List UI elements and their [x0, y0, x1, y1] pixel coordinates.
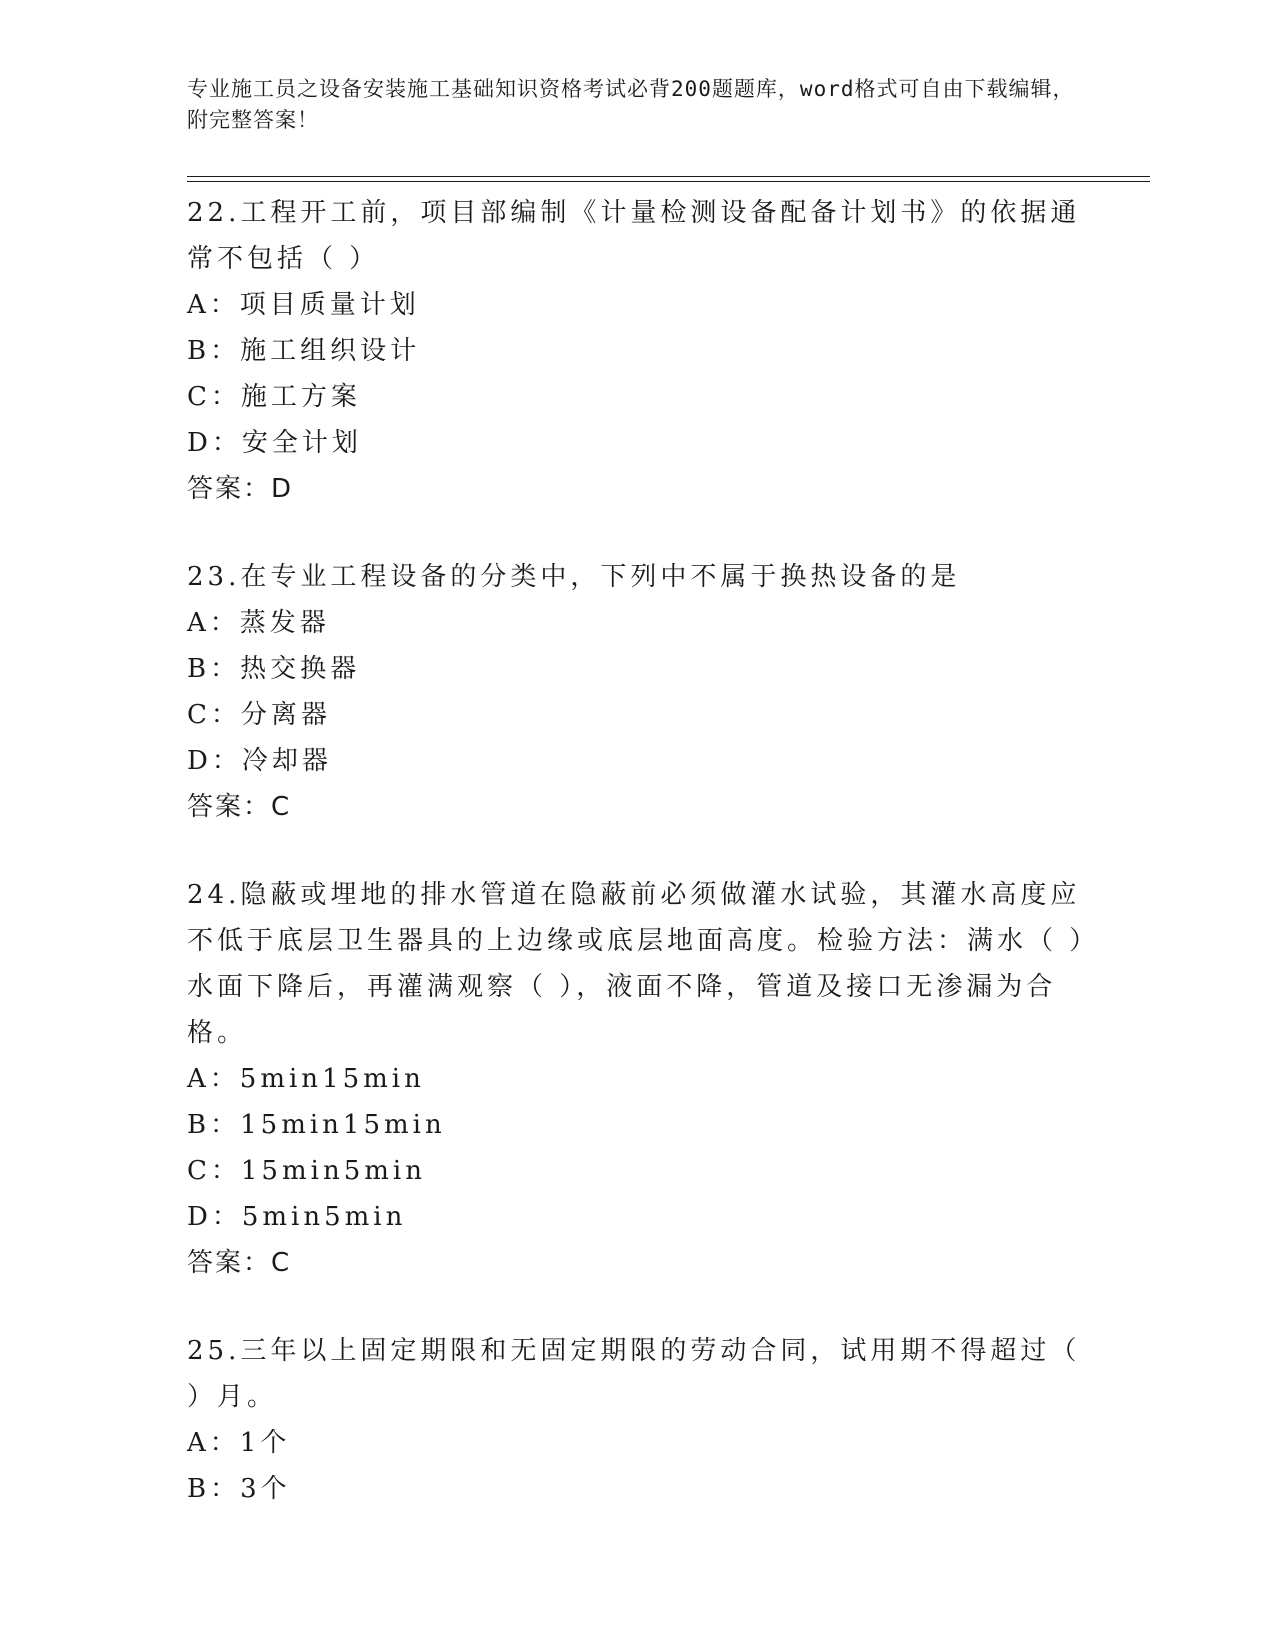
option-a: A：蒸发器	[187, 608, 330, 638]
question-item	[187, 190, 1087, 512]
question-stem: 24.隐蔽或埋地的排水管道在隐蔽前必须做灌水试验，其灌水高度应不低于底层卫生器具的上边缘或底层地面高度。检验方法：满水（ ）水面下降后，再灌满观察（ ），液面不降，管道及接口无渗漏为合格。	[187, 880, 1087, 1048]
document-intro: 专业施工员之设备安装施工基础知识资格考试必背200题题库，word格式可自由下载编辑，附完整答案！	[187, 77, 1075, 132]
option-b: B：热交换器	[187, 654, 361, 684]
option-b: B：3个	[187, 1474, 291, 1504]
divider-line-top	[187, 176, 1150, 177]
question-list	[187, 190, 1087, 1554]
option-d: D：安全计划	[187, 428, 362, 458]
answer-line: 答案：C	[187, 1248, 292, 1278]
answer-line: 答案：C	[187, 792, 292, 822]
option-a: A：1个	[187, 1428, 291, 1458]
option-a: A：项目质量计划	[187, 290, 420, 320]
question-item	[187, 1328, 1087, 1512]
option-b: B：15min15min	[187, 1110, 446, 1140]
question-stem: 25.三年以上固定期限和无固定期限的劳动合同，试用期不得超过（ ）月。	[187, 1336, 1081, 1412]
question-stem: 22.工程开工前，项目部编制《计量检测设备配备计划书》的依据通常不包括（ ）	[187, 198, 1081, 274]
option-d: D：冷却器	[187, 746, 332, 776]
option-c: C：施工方案	[187, 382, 361, 412]
option-c: C：15min5min	[187, 1156, 426, 1186]
answer-line: 答案：D	[187, 474, 294, 504]
option-a: A：5min15min	[187, 1064, 425, 1094]
question-item	[187, 872, 1087, 1286]
question-stem: 23.在专业工程设备的分类中，下列中不属于换热设备的是	[187, 562, 961, 592]
option-b: B：施工组织设计	[187, 336, 421, 366]
divider-line-bottom	[187, 181, 1150, 182]
option-c: C：分离器	[187, 700, 331, 730]
option-d: D：5min5min	[187, 1202, 407, 1232]
question-item	[187, 554, 1087, 830]
